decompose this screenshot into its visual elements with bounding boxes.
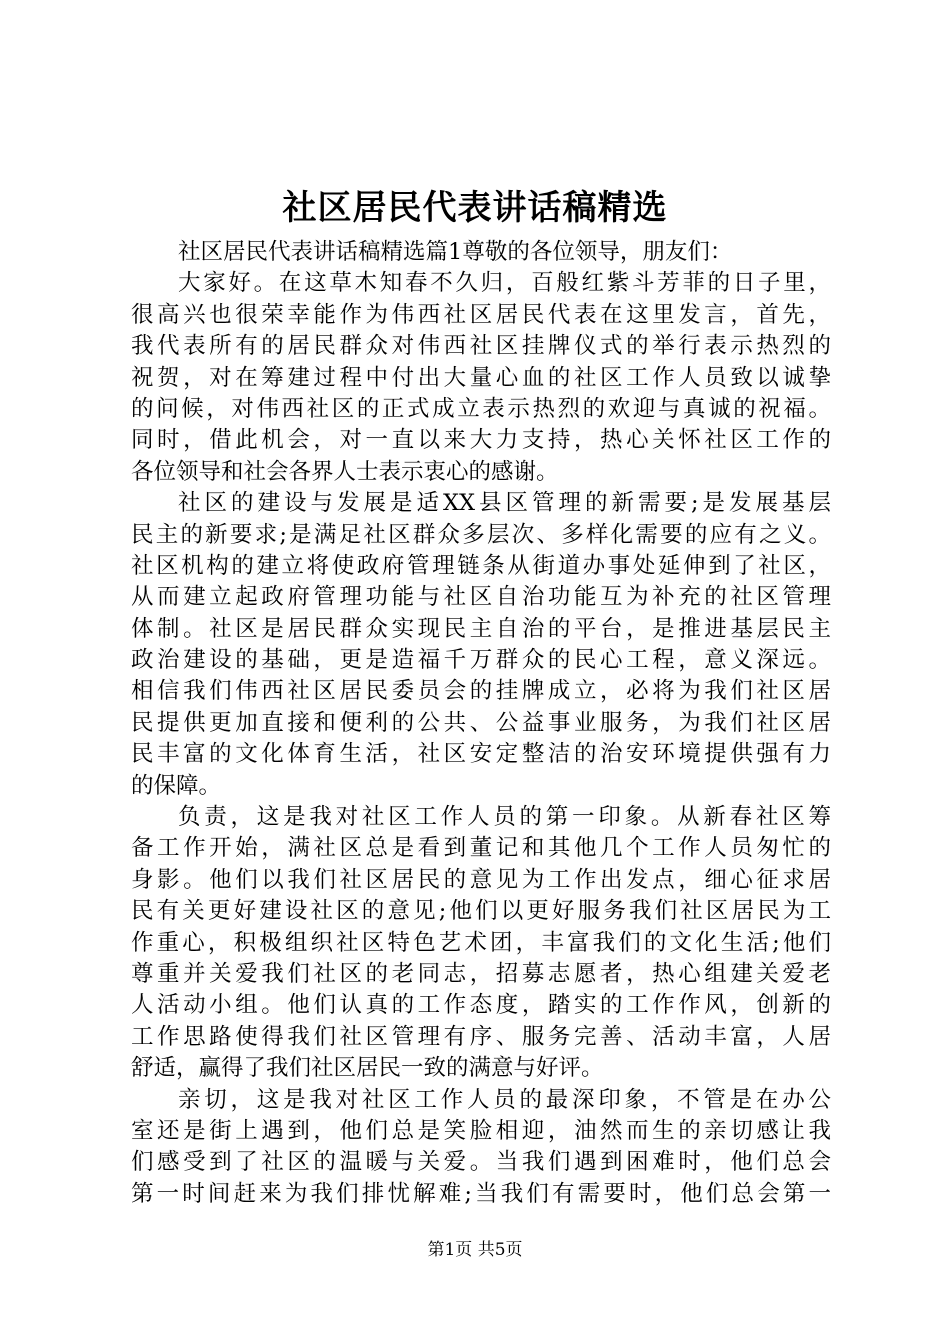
text-line: 体制。社区是居民群众实现民主自治的平台，是推进基层民主 (131, 615, 831, 642)
text-line: 尊重并关爱我们社区的老同志，招募志愿者，热心组建关爱老 (131, 960, 831, 987)
text-line: 备工作开始，满社区总是看到董记和其他几个工作人员匆忙的 (131, 835, 831, 862)
text-line: 舒适，赢得了我们社区居民一致的满意与好评。 (131, 1055, 604, 1082)
text-line: 民丰富的文化体育生活，社区安定整洁的治安环境提供强有力 (131, 741, 831, 768)
text-line: 相信我们伟西社区居民委员会的挂牌成立，必将为我们社区居 (131, 678, 831, 705)
text-line: 亲切，这是我对社区工作人员的最深印象，不管是在办公 (178, 1086, 831, 1113)
text-line: 民有关更好建设社区的意见;他们以更好服务我们社区居民为工 (131, 898, 831, 925)
text-line: 各位领导和社会各界人士表示衷心的感谢。 (131, 458, 559, 485)
text-line: 的保障。 (131, 772, 222, 799)
text-line: 大家好。在这草木知春不久归，百般红紫斗芳菲的日子里， (178, 270, 831, 297)
text-line: 人活动小组。他们认真的工作态度，踏实的工作作风，创新的 (131, 992, 831, 1019)
document-body (131, 237, 831, 1210)
text-line: 负责，这是我对社区工作人员的第一印象。从新春社区筹 (178, 804, 831, 831)
text-line: 作重心，积极组织社区特色艺术团，丰富我们的文化生活;他们 (131, 929, 831, 956)
text-line: 祝贺，对在筹建过程中付出大量心血的社区工作人员致以诚挚 (131, 364, 831, 391)
text-line: 政治建设的基础，更是造福千万群众的民心工程，意义深远。 (131, 647, 831, 674)
text-line: 民提供更加直接和便利的公共、公益事业服务，为我们社区居 (131, 709, 831, 736)
text-line: 工作思路使得我们社区管理有序、服务完善、活动丰富，人居 (131, 1023, 831, 1050)
text-line: 们感受到了社区的温暖与关爱。当我们遇到困难时，他们总会 (131, 1149, 831, 1176)
text-line: 社区居民代表讲话稿精选篇1尊敬的各位领导，朋友们： (178, 239, 733, 265)
text-line: 民主的新要求;是满足社区群众多层次、多样化需要的应有之义。 (131, 521, 831, 548)
text-line: 第一时间赶来为我们排忧解难;当我们有需要时，他们总会第一 (131, 1180, 831, 1207)
text-line: 很高兴也很荣幸能作为伟西社区居民代表在这里发言，首先， (131, 301, 831, 328)
text-line: 社区机构的建立将使政府管理链条从街道办事处延伸到了社区， (131, 552, 831, 579)
text-line: 室还是街上遇到，他们总是笑脸相迎，油然而生的亲切感让我 (131, 1117, 831, 1144)
text-line: 从而建立起政府管理功能与社区自治功能互为补充的社区管理 (131, 584, 831, 611)
document-title: 社区居民代表讲话稿精选 (282, 188, 668, 228)
text-line: 的问候，对伟西社区的正式成立表示热烈的欢迎与真诚的祝福。 (131, 395, 831, 422)
text-line: 身影。他们以我们社区居民的意见为工作出发点，细心征求居 (131, 866, 831, 893)
page-number: 第1页 共5页 (427, 1240, 523, 1260)
text-line: 社区的建设与发展是适XX县区管理的新需要;是发展基层 (178, 490, 831, 517)
text-line: 同时，借此机会，对一直以来大力支持，热心关怀社区工作的 (131, 427, 831, 454)
text-line: 我代表所有的居民群众对伟西社区挂牌仪式的举行表示热烈的 (131, 333, 831, 360)
